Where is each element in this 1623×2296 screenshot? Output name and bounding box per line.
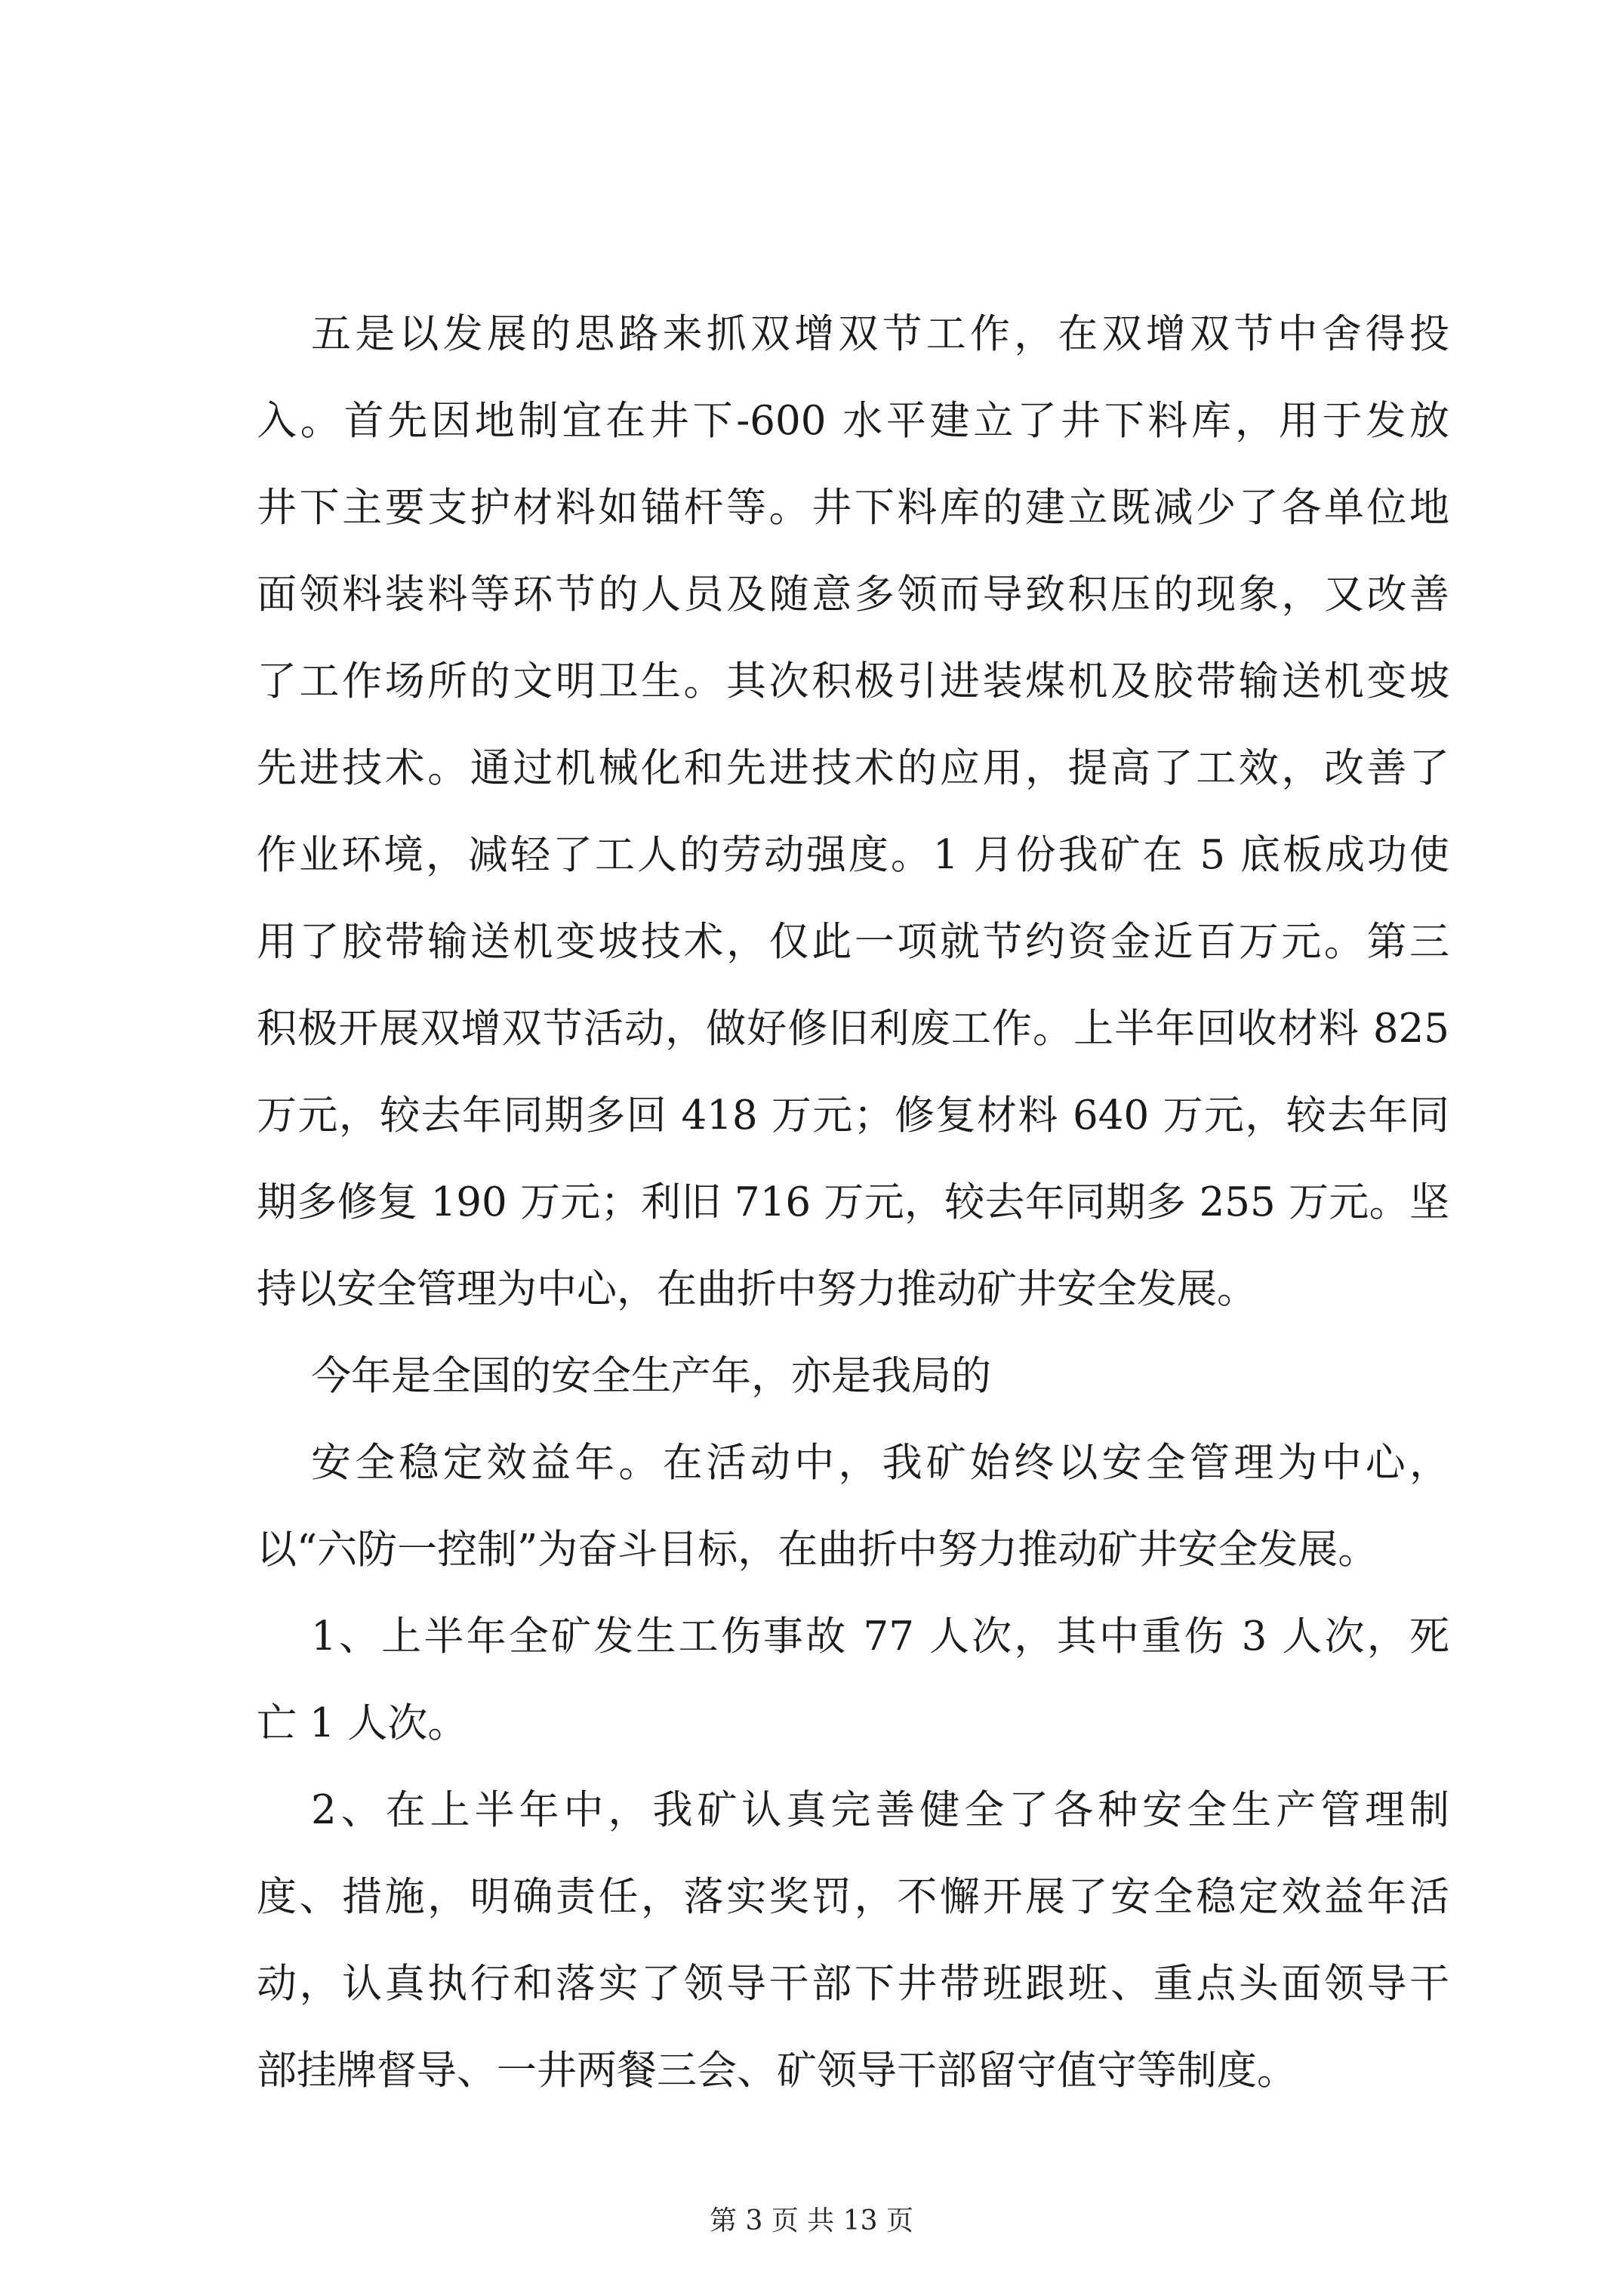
page-footer [0,2203,1623,2239]
paragraph-safety-year [257,1333,1449,1419]
text-line: 面领料装料等环节的人员及随意多领而导致积压的现象，又改善 [257,572,1449,618]
text-line: 持以安全管理为中心，在曲折中努力推动矿井安全发展。 [257,1266,1257,1312]
text-line: 积极开展双增双节活动，做好修旧利废工作。上半年回收材料 825 [257,1006,1449,1052]
text-line: 了工作场所的文明卫生。其次积极引进装煤机及胶带输送机变坡 [257,658,1449,704]
text-line: 入。首先因地制宜在井下-600 水平建立了井下料库，用于发放 [257,398,1449,444]
text-line: 作业环境，减轻了工人的劳动强度。1 月份我矿在 5 底板成功使 [257,832,1449,878]
text-line: 万元，较去年同期多回 418 万元；修复材料 640 万元，较去年同 [257,1093,1449,1139]
text-line: 2、在上半年中，我矿认真完善健全了各种安全生产管理制 [311,1787,1449,1833]
paragraph-safety-benefit-year [257,1419,1449,1593]
text-line: 亡 1 人次。 [257,1700,468,1746]
text-line: 期多修复 190 万元；利旧 716 万元，较去年同期多 255 万元。坚 [257,1179,1449,1225]
text-line: 动，认真执行和落实了领导干部下井带班跟班、重点头面领导干 [257,1961,1449,2007]
text-line: 先进技术。通过机械化和先进技术的应用，提高了工效，改善了 [257,745,1449,791]
text-line: 井下主要支护材料如锚杆等。井下料库的建立既减少了各单位地 [257,485,1449,531]
page-number: 第 3 页 共 13 页 [710,2205,913,2236]
text-line: 度、措施，明确责任，落实奖罚，不懈开展了安全稳定效益年活 [257,1874,1449,1920]
document-body [257,291,1449,2114]
text-line: 安全稳定效益年。在活动中，我矿始终以安全管理为中心， [311,1440,1449,1486]
text-line: 以“六防一控制”为奋斗目标，在曲折中努力推动矿井安全发展。 [257,1527,1378,1573]
paragraph-item-1-injuries [257,1593,1449,1767]
text-line: 用了胶带输送机变坡技术，仅此一项就节约资金近百万元。第三 [257,919,1449,965]
text-line: 五是以发展的思路来抓双增双节工作，在双增双节中舍得投 [311,311,1449,357]
paragraph-double-increase-savings [257,291,1449,1333]
text-line: 部挂牌督导、一井两餐三会、矿领导干部留守值守等制度。 [257,2048,1297,2094]
text-line: 今年是全国的安全生产年，亦是我局的 [311,1353,991,1399]
paragraph-item-2-management [257,1767,1449,2114]
text-line: 1、上半年全矿发生工伤事故 77 人次，其中重伤 3 人次，死 [311,1613,1449,1660]
